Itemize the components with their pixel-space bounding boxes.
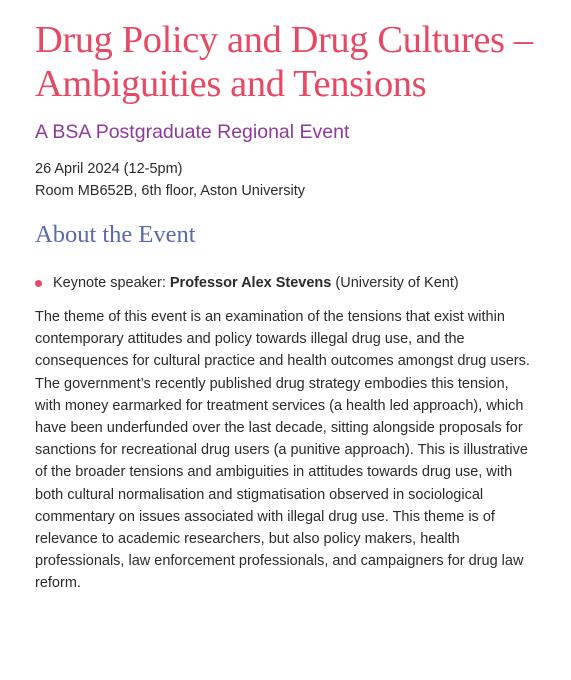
event-description: The theme of this event is an examination of the tensions that exist within contemporary attitudes and policy towards illegal drug use, and the consequences for cultural practice and health outcomes amongst drug users. The government’s recently published drug strategy embodies this tension, with money earmarked for treatment services (a health led approach), which have been underfunded over the last decade, sitting alongside proposals for sanctions for recreational drug users (a punitive approach). This is illustrative of the broader tensions and ambiguities in attitudes towards drug use, with both cultural normalisation and stigmatisation observed in sociological commentary on issues associated with illegal drug use. This theme is of relevance to academic researchers, but also policy makers, health professionals, law enforcement professionals, and campaigners for drug law reform. [35, 309, 530, 592]
event-page [35, 18, 535, 609]
keynote-item [35, 272, 535, 294]
event-date: 26 April 2024 (12-5pm) [35, 161, 183, 177]
event-details [35, 158, 535, 202]
keynote-label: Keynote speaker: [53, 275, 170, 291]
page-title: Drug Policy and Drug Cultures – Ambiguities and Tensions [35, 19, 533, 105]
event-subtitle: A BSA Postgraduate Regional Event [35, 121, 350, 143]
bullet-icon [35, 280, 42, 287]
keynote-affiliation: (University of Kent) [331, 275, 459, 291]
keynote-list [35, 272, 535, 294]
keynote-speaker-name: Professor Alex Stevens [169, 275, 332, 291]
about-heading: About the Event [35, 221, 196, 248]
event-location: Room MB652B, 6th floor, Aston University [35, 183, 305, 199]
